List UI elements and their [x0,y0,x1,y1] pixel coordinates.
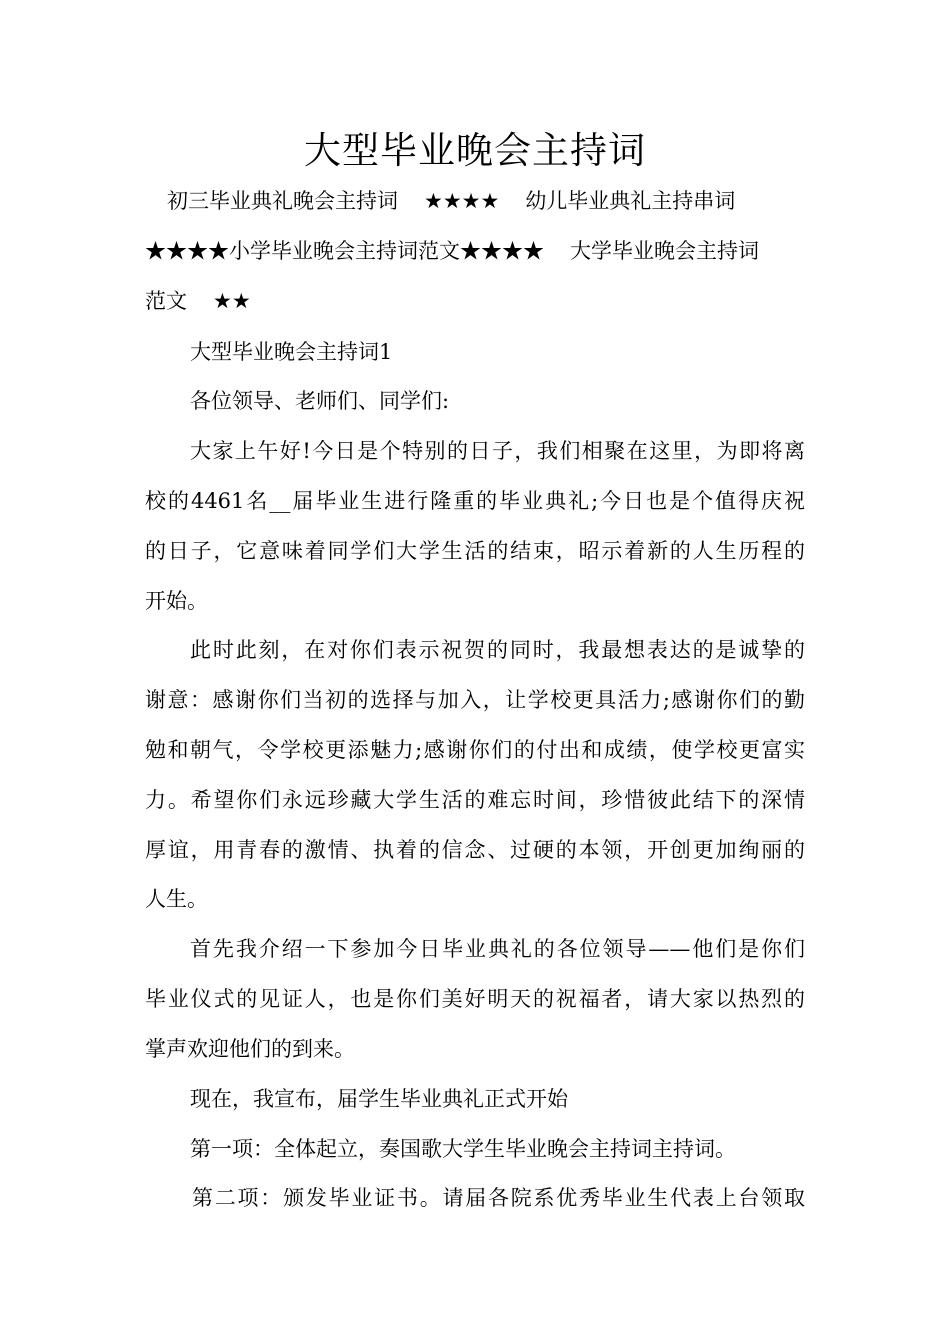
program-item-1: 第一项：全体起立，奏国歌大学生毕业晚会主持词主持词。 [190,1137,736,1161]
paragraph-2-line-1: 此时此刻，在对你们表示祝贺的同时，我最想表达的是诚挚的 [190,638,805,662]
paragraph-2-line-6: 人生。 [145,887,208,911]
paragraph-2-line-2: 谢意：感谢你们当初的选择与加入，让学校更具活力;感谢你们的勤 [145,688,805,712]
paragraph-3-line-3: 掌声欢迎他们的到来。 [145,1037,355,1061]
related-link-3[interactable]: 小学毕业晚会主持词范文 [229,239,460,263]
paragraph-3-line-1: 首先我介绍一下参加今日毕业典礼的各位领导——他们是你们 [190,937,805,961]
paragraph-1-line-4: 开始。 [145,589,208,613]
salutation: 各位领导、老师们、同学们: [190,389,450,413]
related-link-1[interactable]: 初三毕业典礼晚会主持词 [167,189,398,213]
rating-stars: ★★★★ [460,239,544,263]
paragraph-3-line-2: 毕业仪式的见证人，也是你们美好明天的祝福者，请大家以热烈的 [145,987,805,1011]
related-link-2[interactable]: 幼儿毕业典礼主持串词 [525,189,736,213]
paragraph-1-line-3: 的日子，它意味着同学们大学生活的结束，昭示着新的人生历程的 [145,539,805,563]
rating-stars: ★★★★ [145,239,229,263]
program-item-2: 第二项：颁发毕业证书。请届各院系优秀毕业生代表上台领取 [192,1186,805,1210]
related-link-4[interactable]: 大学毕业晚会主持词 [570,239,759,263]
rating-stars: ★★ [213,289,251,313]
related-line-2 [145,236,759,266]
paragraph-2-line-4: 力。希望你们永远珍藏大学生活的难忘时间，珍惜彼此结下的深情 [145,788,805,812]
paragraph-1-line-1: 大家上午好!今日是个特别的日子，我们相聚在这里，为即将离 [190,439,805,463]
related-link-4-cont[interactable]: 范文 [145,289,187,313]
document-title: 大型毕业晚会主持词 [304,129,646,172]
announcement: 现在，我宣布，届学生毕业典礼正式开始 [190,1087,568,1111]
paragraph-1-line-2: 校的4461名__届毕业生进行隆重的毕业典礼;今日也是个值得庆祝 [145,489,805,513]
related-line-1 [167,186,735,216]
rating-stars: ★★★★ [424,189,500,213]
section-heading: 大型毕业晚会主持词1 [190,340,393,364]
related-line-3 [145,286,251,316]
paragraph-2-line-5: 厚谊，用青春的激情、执着的信念、过硬的本领，开创更加绚丽的 [145,838,805,862]
paragraph-2-line-3: 勉和朝气，令学校更添魅力;感谢你们的付出和成绩，使学校更富实 [145,738,805,762]
